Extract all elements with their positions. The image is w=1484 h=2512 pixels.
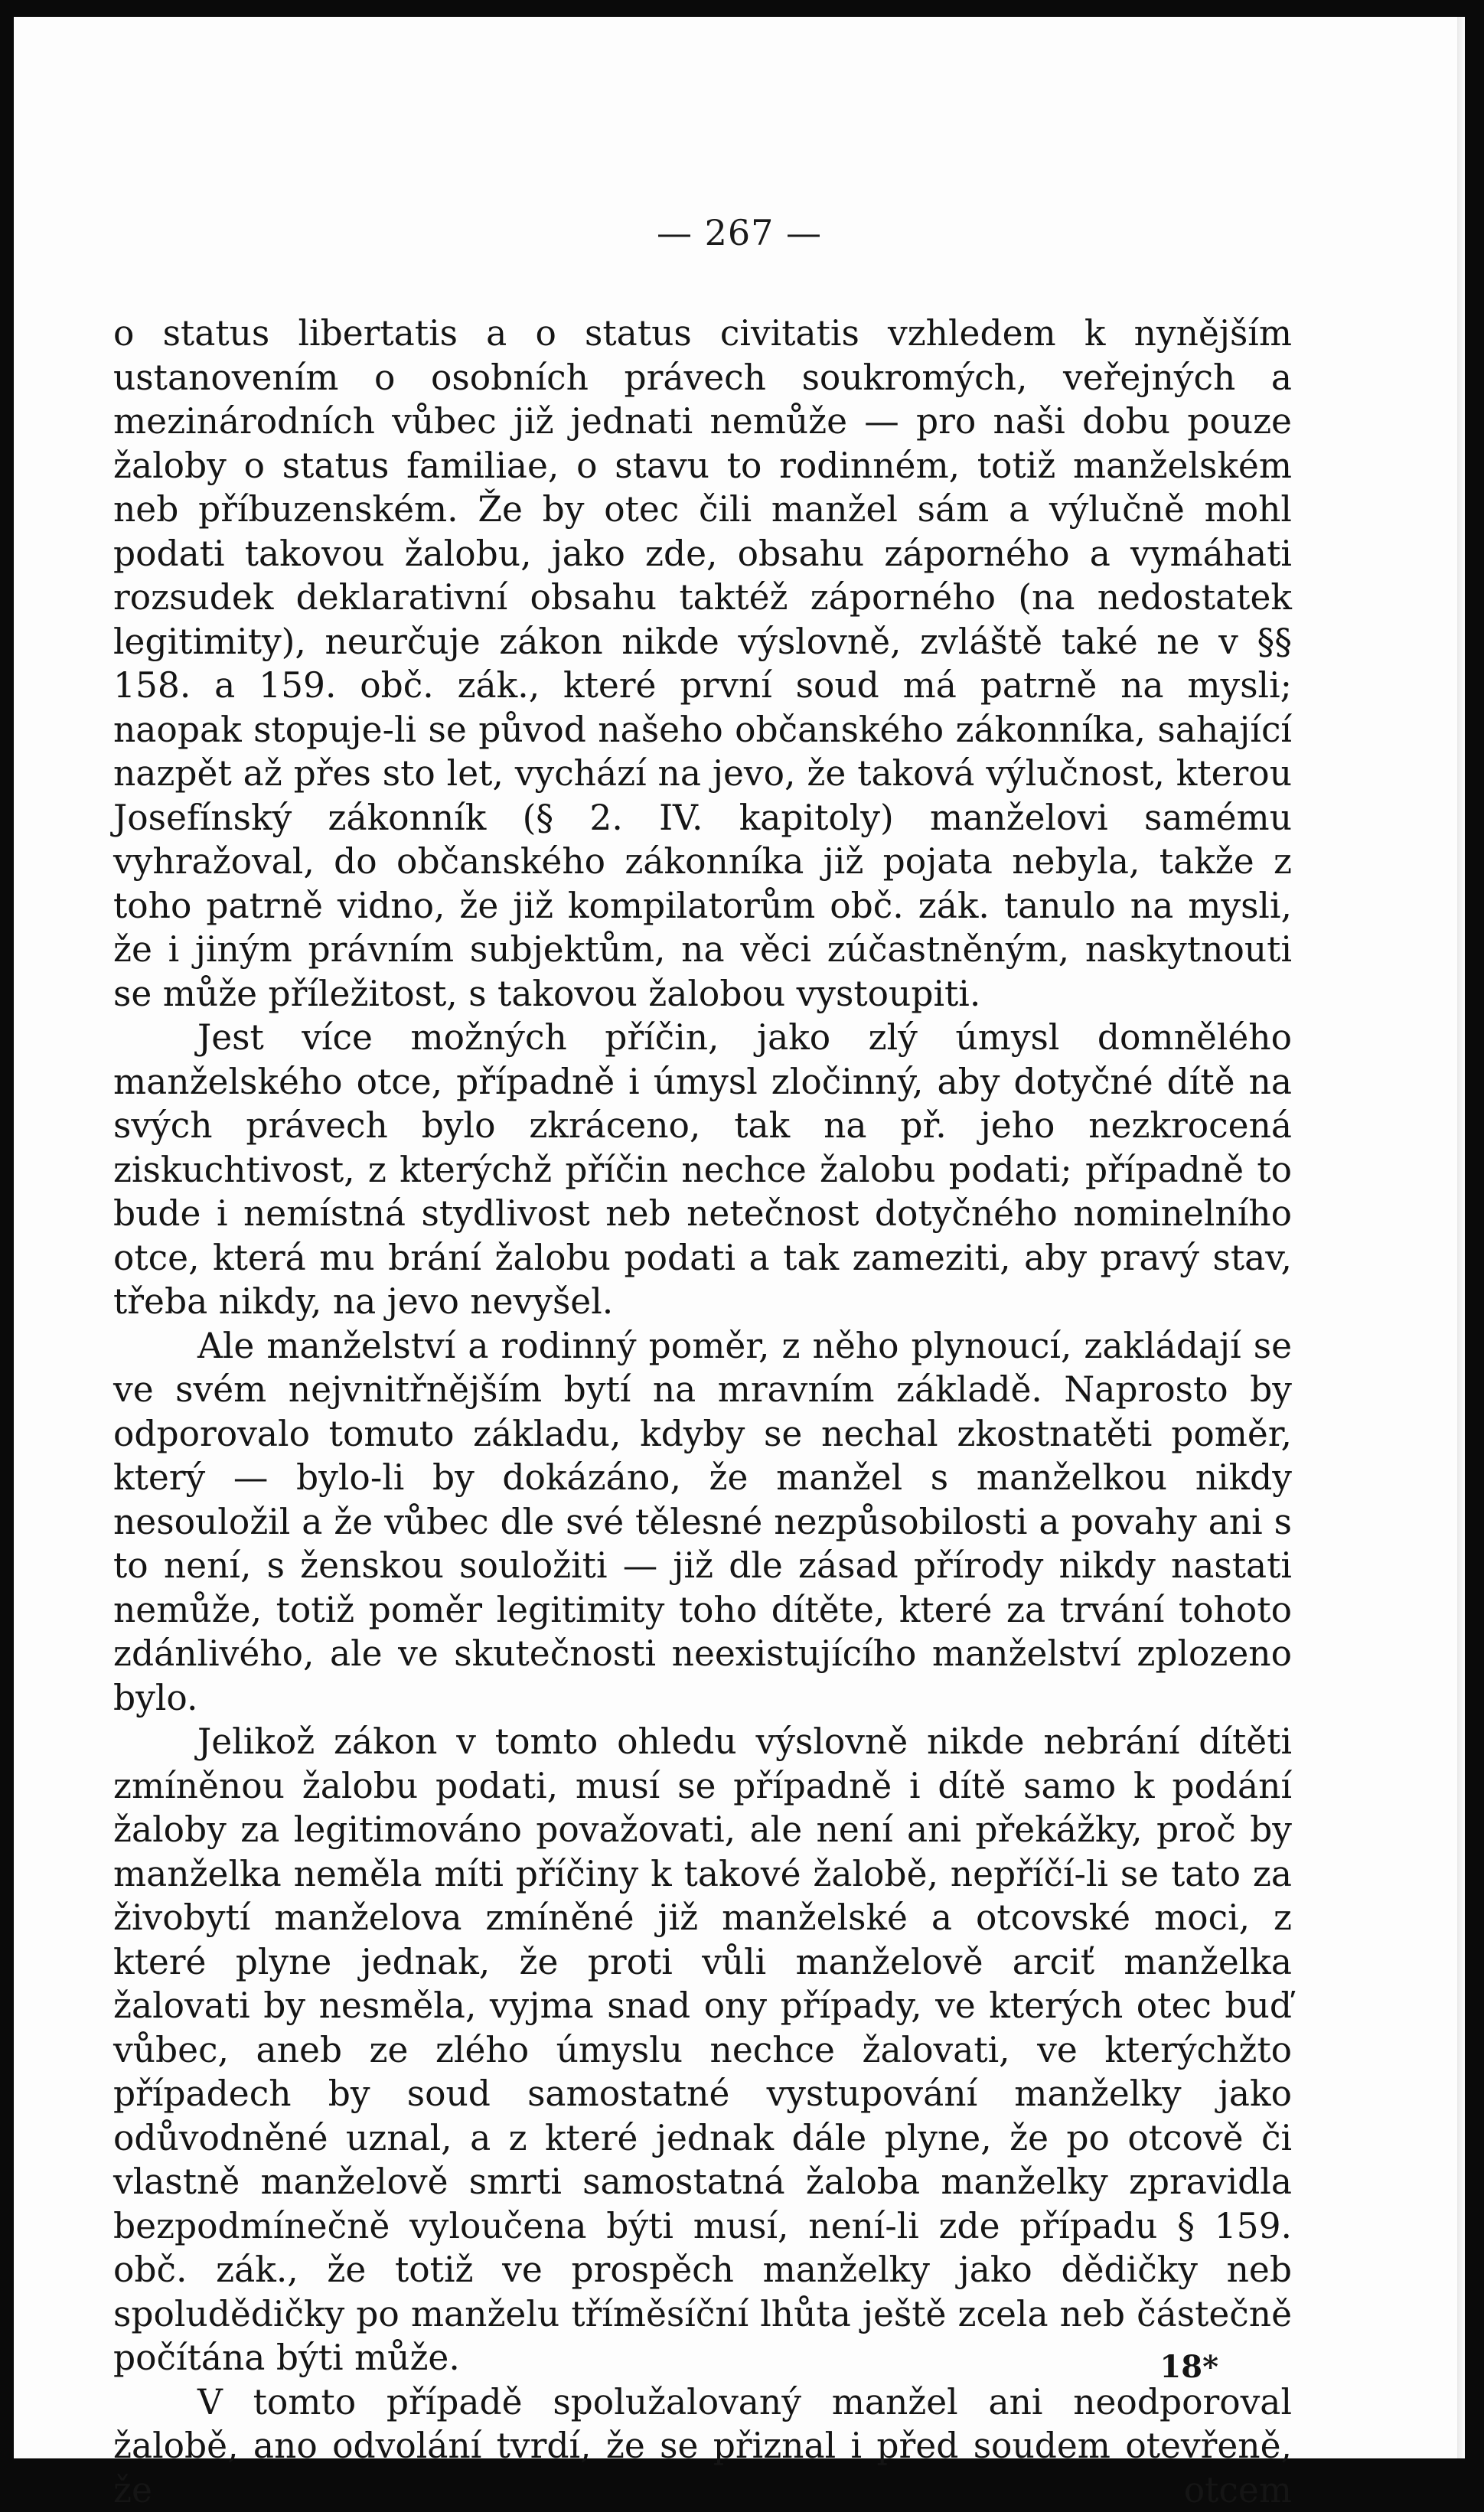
paragraph: o status libertatis a o status civitatis vzhledem k nynějším ustanovením o osobních právech soukromých, veřejných a mezinárodních vůbec již jednati nemůže — pro naši dobu pouze žaloby o status familiae, o stavu to rodinném, totiž manželském neb příbuzenském. Že by otec čili manžel sám a výlučně mohl podati takovou žalobu, jako zde, obsahu záporného a vymáhati rozsudek deklarativní obsahu taktéž záporného (na nedostatek legitimity), neurčuje zákon nikde výslovně, zvláště také ne v §§ 158. a 159. obč. zák., které první soud má patrně na mysli; naopak stopuje-li se původ našeho občanského zákonníka, sahající nazpět až přes sto let, vychází na jevo, že taková výlučnost, kterou Josefínský zákonník (§ 2. IV. kapitoly) manželovi samému vyhražoval, do občanského zákonníka již pojata nebyla, takže z toho patrně vidno, že již kompilatorům obč. zák. tanulo na mysli, že i jiným právním subjektům, na věci zúčastněným, naskytnouti se může příležitost, s takovou žalobou vystoupiti.	[113, 312, 1292, 1016]
body-text	[113, 312, 1292, 2512]
page-number: — 267 —	[14, 212, 1465, 253]
signature-mark: 18*	[1159, 2349, 1218, 2385]
paragraph: V tomto případě spolužalovaný manžel ani neodporoval žalobě, ano odvolání tvrdí, že se přiznal i před soudem otevřeně, že otcem	[113, 2380, 1292, 2512]
paragraph: Ale manželství a rodinný poměr, z něho plynoucí, zakládají se ve svém nejvnitřnějším bytí na mravním základě. Naprosto by odporovalo tomuto základu, kdyby se nechal zkostnatěti poměr, který — bylo-li by dokázáno, že manžel s manželkou nikdy nesouložil a že vůbec dle své tělesné nezpůsobilosti a povahy ani s to není, s ženskou souložiti — již dle zásad přírody nikdy nastati nemůže, totiž poměr legitimity toho dítěte, které za trvání tohoto zdánlivého, ale ve skutečnosti neexistujícího manželství zplozeno bylo.	[113, 1324, 1292, 1721]
paragraph: Jelikož zákon v tomto ohledu výslovně nikde nebrání dítěti zmíněnou žalobu podati, musí se případně i dítě samo k podání žaloby za legitimováno považovati, ale není ani překážky, proč by manželka neměla míti příčiny k takové žalobě, nepříčí-li se tato za živobytí manželova zmíněné již manželské a otcovské moci, z které plyne jednak, že proti vůli manželově arciť manželka žalovati by nesměla, vyjma snad ony případy, ve kterých otec buď vůbec, aneb ze zlého úmyslu nechce žalovati, ve kterýchžto případech by soud samostatné vystupování manželky jako odůvodněné uznal, a z které jednak dále plyne, že po otcově či vlastně manželově smrti samostatná žaloba manželky zpravidla bezpodmínečně vyloučena býti musí, není-li zde případu § 159. obč. zák., že totiž ve prospěch manželky jako dědičky neb spoludědičky po manželu tříměsíční lhůta ještě zcela neb částečně počítána býti může.	[113, 1720, 1292, 2380]
book-page	[14, 17, 1465, 2458]
paragraph: Jest více možných příčin, jako zlý úmysl domnělého manželského otce, případně i úmysl zločinný, aby dotyčné dítě na svých právech bylo zkráceno, tak na př. jeho nezkrocená ziskuchtivost, z kterýchž příčin nechce žalobu podati; případně to bude i nemístná stydlivost neb netečnost dotyčného nominelního otce, která mu brání žalobu podati a tak zameziti, aby pravý stav, třeba nikdy, na jevo nevyšel.	[113, 1016, 1292, 1324]
page-edge-shadow	[1457, 17, 1465, 2458]
